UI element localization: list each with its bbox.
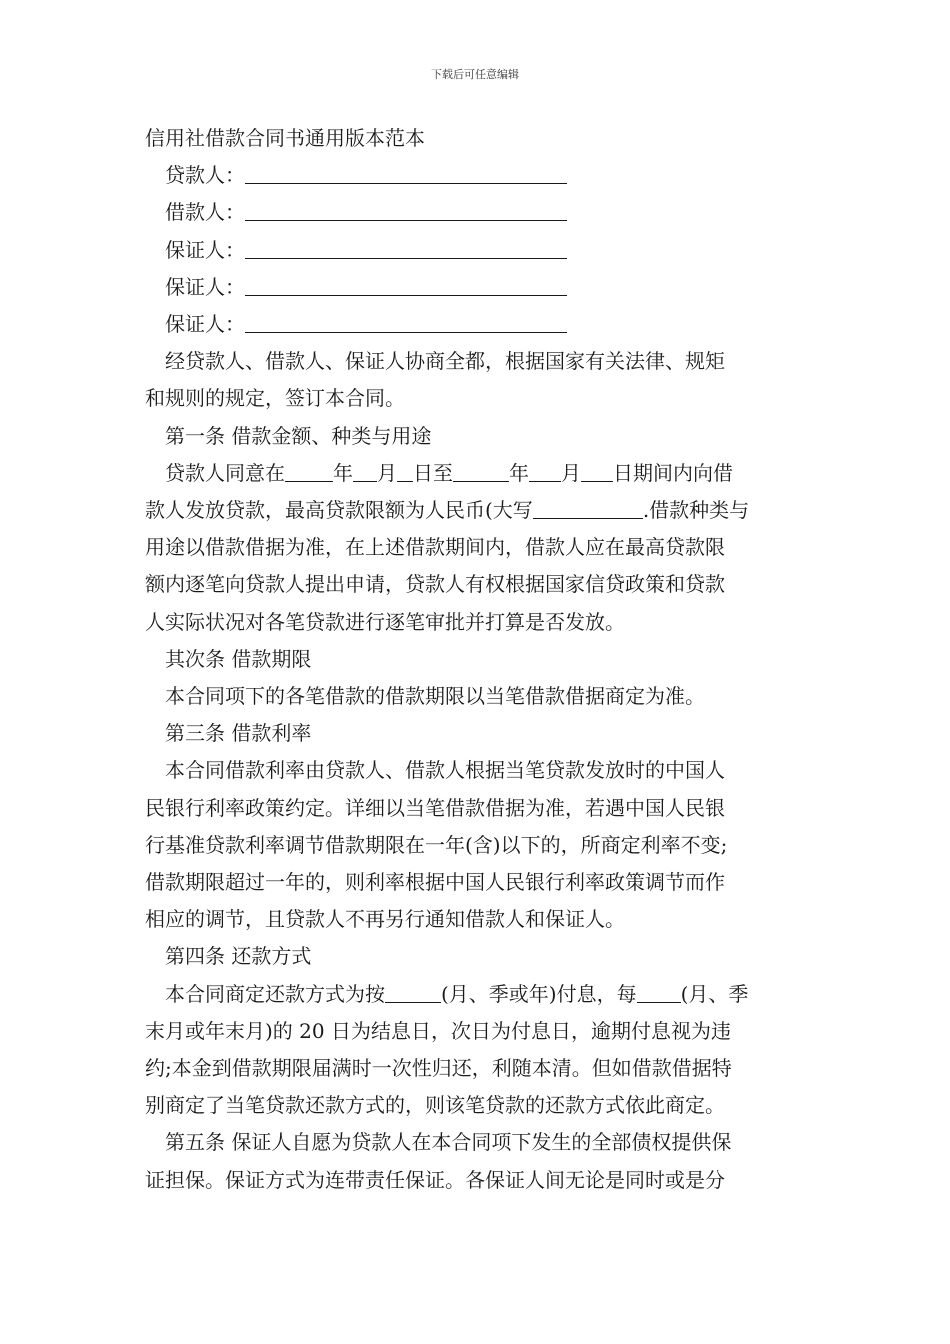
party-label: 保证人： (165, 237, 245, 262)
article-1-heading: 第一条 借款金额、种类与用途 (165, 423, 432, 448)
fill-blank[interactable] (529, 480, 561, 482)
text-run: 日至 (413, 460, 453, 485)
text-run: .借款种类与 (642, 498, 750, 523)
fill-blank[interactable] (245, 182, 567, 184)
article-4-heading: 第四条 还款方式 (165, 944, 312, 969)
document-title: 信用社借款合同书通用版本范本 (145, 126, 425, 150)
intro-line: 和规则的规定，签订本合同。 (145, 386, 405, 411)
party-guarantor-3 (145, 306, 810, 343)
article-1-line: 额内逐笔向贷款人提出申请，贷款人有权根据国家信贷政策和贷款 (145, 572, 725, 597)
article-4-line: 别商定了当笔贷款还款方式的，则该笔贷款的还款方式依此商定。 (145, 1093, 725, 1118)
page-header-note: 下载后可任意编辑 (431, 68, 519, 81)
article-3-line: 民银行利率政策约定。详细以当笔借款借据为准，若遇中国人民银 (145, 795, 725, 820)
party-label: 保证人： (165, 274, 245, 299)
fill-blank[interactable] (245, 294, 567, 296)
fill-blank[interactable] (453, 480, 509, 482)
text-run: 年 (333, 460, 353, 485)
article-1-line (145, 492, 810, 529)
fill-blank[interactable] (581, 480, 613, 482)
article-3-line: 相应的调节，且贷款人不再另行通知借款人和保证人。 (145, 907, 625, 932)
article-4-line: 约;本金到借款期限届满时一次性归还，利随本清。但如借款借据特 (145, 1056, 732, 1081)
intro-line: 经贷款人、借款人、保证人协商全都，根据国家有关法律、规矩 (165, 349, 725, 374)
article-3-heading: 第三条 借款利率 (165, 721, 312, 746)
party-label: 保证人： (165, 312, 245, 337)
fill-blank[interactable] (533, 517, 643, 519)
fill-blank[interactable] (285, 480, 333, 482)
party-guarantor-1 (145, 232, 810, 269)
text-run: 款人发放贷款，最高贷款限额为人民币(大写 (145, 498, 533, 523)
text-run: 贷款人同意在 (165, 460, 285, 485)
article-2-heading: 其次条 借款期限 (165, 646, 312, 671)
fill-blank[interactable] (353, 480, 377, 482)
text-run: 年 (509, 460, 529, 485)
text-run: 本合同商定还款方式为按 (165, 981, 385, 1006)
party-guarantor-2 (145, 269, 810, 306)
article-2-line: 本合同项下的各笔借款的借款期限以当笔借款借据商定为准。 (165, 684, 705, 709)
article-1-line (145, 455, 810, 492)
fill-blank[interactable] (385, 1001, 441, 1003)
fill-blank[interactable] (397, 480, 413, 482)
party-lender (145, 157, 810, 194)
text-run: (月、季或年)付息，每 (441, 981, 637, 1006)
article-1-line: 人实际状况对各笔贷款进行逐笔审批并打算是否发放。 (145, 609, 625, 634)
party-label: 贷款人： (165, 163, 245, 188)
text-run: 月 (377, 460, 397, 485)
fill-blank[interactable] (245, 331, 567, 333)
party-borrower (145, 194, 810, 231)
article-3-line: 行基准贷款利率调节借款期限在一年(含)以下的，所商定利率不变; (145, 832, 728, 857)
party-label: 借款人： (165, 200, 245, 225)
article-4-line: 末月或年末月)的 20 日为结息日，次日为付息日，逾期付息视为违 (145, 1018, 731, 1043)
fill-blank[interactable] (245, 257, 567, 259)
fill-blank[interactable] (245, 219, 567, 221)
article-1-line: 用途以借款借据为准，在上述借款期间内，借款人应在最高贷款限 (145, 535, 725, 560)
document-body (145, 120, 810, 1199)
article-5-line: 第五条 保证人自愿为贷款人在本合同项下发生的全部债权提供保 (165, 1130, 732, 1155)
article-4-line (145, 976, 810, 1013)
text-run: (月、季 (680, 981, 749, 1006)
article-3-line: 本合同借款利率由贷款人、借款人根据当笔贷款发放时的中国人 (165, 758, 725, 783)
text-run: 日期间内向借 (613, 460, 733, 485)
article-5-line: 证担保。保证方式为连带责任保证。各保证人间无论是同时或是分 (145, 1167, 725, 1192)
fill-blank[interactable] (637, 1001, 681, 1003)
text-run: 月 (561, 460, 581, 485)
article-3-line: 借款期限超过一年的，则利率根据中国人民银行利率政策调节而作 (145, 870, 725, 895)
